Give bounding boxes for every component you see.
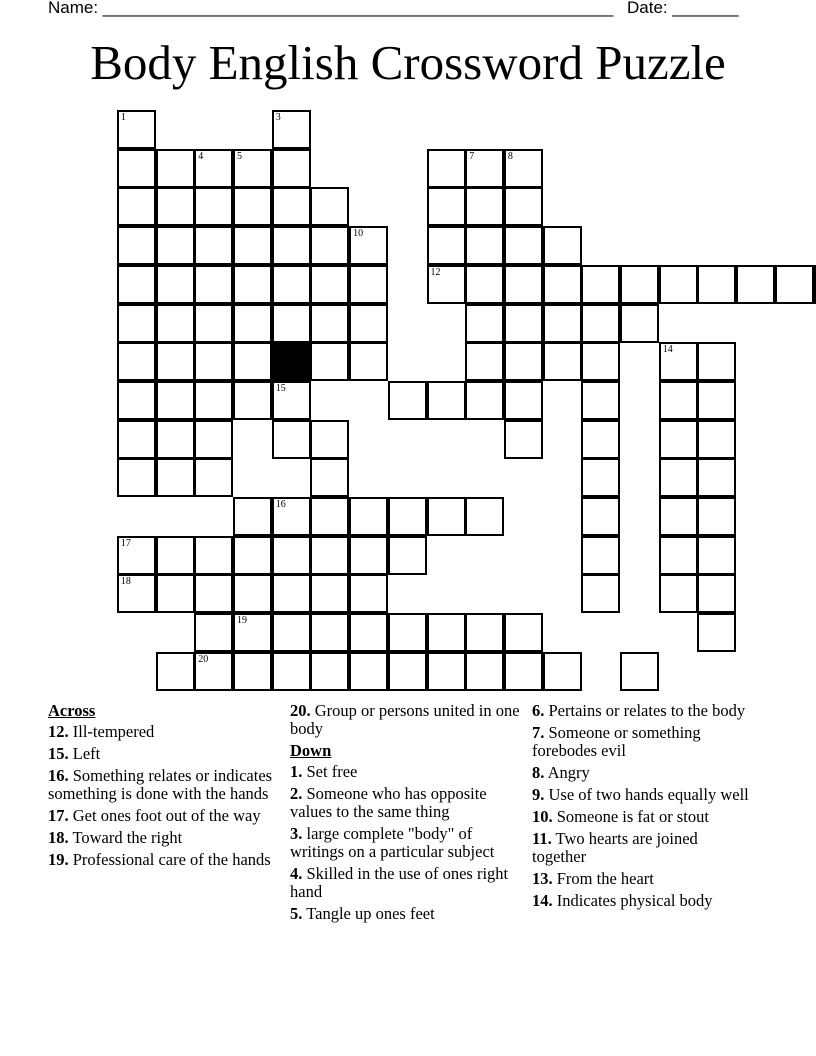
grid-cell[interactable] bbox=[233, 613, 272, 652]
grid-cell[interactable] bbox=[117, 342, 156, 381]
clue-item bbox=[532, 830, 754, 866]
clue-item-number: 16. bbox=[48, 766, 69, 785]
clue-number: 7 bbox=[469, 150, 475, 162]
clue-item-text: Something relates or indicates something is done with the hands bbox=[48, 766, 273, 803]
grid-cell[interactable] bbox=[156, 381, 195, 420]
grid-cell[interactable] bbox=[310, 304, 349, 343]
clue-item bbox=[532, 702, 754, 720]
grid-cell[interactable] bbox=[504, 613, 543, 652]
grid-cell[interactable] bbox=[272, 110, 311, 149]
clue-number: 14 bbox=[662, 344, 673, 356]
clue-number: 16 bbox=[275, 499, 286, 510]
date-field-label: Date: _______ bbox=[627, 0, 739, 17]
clue-item-text: Professional care of the hands bbox=[72, 850, 271, 869]
clue-number: 20 bbox=[198, 653, 209, 665]
grid-cell[interactable] bbox=[543, 342, 582, 381]
grid-cell[interactable] bbox=[465, 381, 504, 420]
grid-cell[interactable] bbox=[156, 187, 195, 226]
grid-cell[interactable] bbox=[310, 458, 349, 497]
clue-item-number: 19. bbox=[48, 850, 69, 869]
grid-cell[interactable] bbox=[272, 149, 311, 188]
clue-item bbox=[532, 870, 754, 888]
down-heading: Down bbox=[290, 741, 332, 760]
grid-cell[interactable] bbox=[581, 574, 620, 613]
clue-item bbox=[290, 702, 525, 738]
grid-cell[interactable] bbox=[233, 265, 272, 304]
grid-cell[interactable] bbox=[194, 458, 233, 497]
grid-cell[interactable] bbox=[349, 226, 388, 265]
clue-item-text: Two hearts are joined together bbox=[532, 829, 698, 866]
grid-cell[interactable] bbox=[194, 265, 233, 304]
clue-item bbox=[290, 825, 525, 861]
grid-cell[interactable] bbox=[581, 381, 620, 420]
grid-cell[interactable] bbox=[194, 381, 233, 420]
grid-cell[interactable] bbox=[697, 497, 736, 536]
grid-cell[interactable] bbox=[117, 187, 156, 226]
clues-column-1 bbox=[48, 702, 278, 873]
grid-cell[interactable] bbox=[349, 342, 388, 381]
clue-item-number: 20. bbox=[290, 701, 311, 720]
grid-cell[interactable] bbox=[349, 652, 388, 691]
grid-cell[interactable] bbox=[349, 304, 388, 343]
grid-cell[interactable] bbox=[388, 613, 427, 652]
grid-cell[interactable] bbox=[465, 226, 504, 265]
clue-item-text: Skilled in the use of ones right hand bbox=[290, 864, 509, 901]
clue-item-number: 18. bbox=[48, 828, 69, 847]
grid-cell[interactable] bbox=[233, 497, 272, 536]
grid-cell[interactable] bbox=[697, 536, 736, 575]
grid-cell[interactable] bbox=[310, 536, 349, 575]
grid-cell[interactable] bbox=[272, 187, 311, 226]
clue-item bbox=[290, 785, 525, 821]
grid-cell[interactable] bbox=[388, 536, 427, 575]
grid-cell[interactable] bbox=[659, 265, 698, 304]
grid-cell[interactable] bbox=[156, 265, 195, 304]
grid-cell[interactable] bbox=[388, 652, 427, 691]
clue-item bbox=[290, 865, 525, 901]
grid-cell[interactable] bbox=[117, 110, 156, 149]
grid-cell[interactable] bbox=[581, 420, 620, 459]
grid-cell[interactable] bbox=[427, 187, 466, 226]
grid-cell[interactable] bbox=[465, 149, 504, 188]
clue-item-text: Group or persons united in one body bbox=[290, 701, 520, 738]
grid-cell[interactable] bbox=[233, 226, 272, 265]
grid-cell[interactable] bbox=[465, 613, 504, 652]
clue-number: 5 bbox=[237, 150, 242, 162]
across-clue-list-continued bbox=[290, 702, 525, 738]
clue-item-number: 14. bbox=[532, 891, 553, 910]
grid-cell[interactable] bbox=[659, 458, 698, 497]
clues-column-2 bbox=[290, 702, 525, 927]
grid-cell[interactable] bbox=[388, 497, 427, 536]
clue-item-text: From the heart bbox=[556, 869, 654, 888]
grid-cell[interactable] bbox=[194, 420, 233, 459]
clue-item-number: 4. bbox=[290, 864, 303, 883]
grid-cell[interactable] bbox=[194, 342, 233, 381]
clue-number: 17 bbox=[120, 537, 131, 549]
grid-cell[interactable] bbox=[427, 149, 466, 188]
clue-item-text: Tangle up ones feet bbox=[306, 904, 435, 923]
across-clue-list bbox=[48, 723, 278, 869]
down-clue-list bbox=[290, 763, 525, 923]
grid-cell[interactable] bbox=[194, 536, 233, 575]
grid-cell[interactable] bbox=[310, 265, 349, 304]
grid-cell[interactable] bbox=[427, 652, 466, 691]
grid-cell[interactable] bbox=[697, 381, 736, 420]
grid-cell[interactable] bbox=[543, 304, 582, 343]
page-title: Body English Crossword Puzzle bbox=[90, 35, 726, 90]
grid-cell[interactable] bbox=[272, 613, 311, 652]
grid-cell[interactable] bbox=[272, 652, 311, 691]
grid-cell[interactable] bbox=[349, 574, 388, 613]
across-heading: Across bbox=[48, 701, 96, 720]
clue-number: 12 bbox=[430, 266, 441, 278]
grid-cell[interactable] bbox=[156, 652, 195, 691]
clue-item-number: 11. bbox=[532, 829, 552, 848]
grid-cell[interactable] bbox=[117, 381, 156, 420]
grid-cell[interactable] bbox=[272, 381, 311, 420]
clue-item-number: 17. bbox=[48, 806, 69, 825]
clue-item-number: 7. bbox=[532, 723, 545, 742]
clue-item bbox=[532, 764, 754, 782]
grid-cell[interactable] bbox=[156, 458, 195, 497]
grid-cell[interactable] bbox=[775, 265, 814, 304]
grid-cell[interactable] bbox=[620, 304, 659, 343]
grid-cell[interactable] bbox=[272, 497, 311, 536]
grid-cell[interactable] bbox=[659, 536, 698, 575]
grid-cell[interactable] bbox=[581, 458, 620, 497]
grid-cell[interactable] bbox=[504, 149, 543, 188]
grid-cell[interactable] bbox=[427, 381, 466, 420]
grid-cell[interactable] bbox=[194, 574, 233, 613]
grid-cell[interactable] bbox=[194, 226, 233, 265]
grid-cell[interactable] bbox=[310, 613, 349, 652]
grid-cell[interactable] bbox=[117, 458, 156, 497]
grid-cell[interactable] bbox=[504, 265, 543, 304]
clue-item bbox=[48, 851, 278, 869]
grid-cell[interactable] bbox=[310, 574, 349, 613]
grid-cell[interactable] bbox=[156, 226, 195, 265]
clue-item bbox=[48, 723, 278, 741]
grid-cell[interactable] bbox=[581, 536, 620, 575]
clue-item-number: 5. bbox=[290, 904, 303, 923]
grid-cell[interactable] bbox=[697, 420, 736, 459]
clue-item-text: Get ones foot out of the way bbox=[72, 806, 261, 825]
clue-item-text: Pertains or relates to the body bbox=[548, 701, 746, 720]
grid-cell[interactable] bbox=[465, 265, 504, 304]
clue-item-text: Someone who has opposite values to the same thing bbox=[290, 784, 487, 821]
grid-cell[interactable] bbox=[349, 613, 388, 652]
grid-cell[interactable] bbox=[156, 149, 195, 188]
clue-item bbox=[532, 724, 754, 760]
grid-cell[interactable] bbox=[465, 497, 504, 536]
grid-cell[interactable] bbox=[310, 226, 349, 265]
grid-cell[interactable] bbox=[427, 226, 466, 265]
grid-cell[interactable] bbox=[117, 304, 156, 343]
grid-cell[interactable] bbox=[310, 497, 349, 536]
clue-item-text: Ill-tempered bbox=[72, 722, 155, 741]
grid-cell[interactable] bbox=[117, 574, 156, 613]
grid-cell[interactable] bbox=[233, 574, 272, 613]
grid-cell[interactable] bbox=[349, 265, 388, 304]
grid-cell[interactable] bbox=[233, 342, 272, 381]
grid-cell[interactable] bbox=[427, 613, 466, 652]
grid-cell[interactable] bbox=[310, 342, 349, 381]
grid-cell[interactable] bbox=[117, 149, 156, 188]
grid-cell[interactable] bbox=[310, 420, 349, 459]
grid-cell[interactable] bbox=[659, 497, 698, 536]
grid-cell[interactable] bbox=[233, 536, 272, 575]
grid-cell[interactable] bbox=[117, 226, 156, 265]
grid-cell[interactable] bbox=[504, 226, 543, 265]
grid-cell[interactable] bbox=[272, 536, 311, 575]
grid-cell[interactable] bbox=[620, 652, 659, 691]
clue-item-number: 13. bbox=[532, 869, 553, 888]
grid-cell[interactable] bbox=[581, 304, 620, 343]
grid-cell[interactable] bbox=[349, 497, 388, 536]
clue-item-text: Someone or something forebodes evil bbox=[532, 723, 701, 760]
grid-cell[interactable] bbox=[543, 265, 582, 304]
grid-cell[interactable] bbox=[156, 536, 195, 575]
clue-item-number: 1. bbox=[290, 762, 303, 781]
grid-cell[interactable] bbox=[156, 342, 195, 381]
clue-item bbox=[48, 767, 278, 803]
grid-cell[interactable] bbox=[504, 381, 543, 420]
grid-cell[interactable] bbox=[233, 304, 272, 343]
grid-cell[interactable] bbox=[310, 187, 349, 226]
grid-cell[interactable] bbox=[349, 536, 388, 575]
grid-cell[interactable] bbox=[697, 613, 736, 652]
clue-number: 3 bbox=[275, 112, 281, 123]
grid-cell[interactable] bbox=[272, 420, 311, 459]
grid-cell[interactable] bbox=[272, 304, 311, 343]
grid-cell[interactable] bbox=[117, 420, 156, 459]
grid-cell[interactable] bbox=[736, 265, 775, 304]
grid-cell[interactable] bbox=[272, 226, 311, 265]
grid-cell[interactable] bbox=[581, 265, 620, 304]
clue-item bbox=[532, 892, 754, 910]
clue-item-text: Toward the right bbox=[72, 828, 183, 847]
clue-number: 8 bbox=[507, 150, 513, 162]
grid-cell[interactable] bbox=[194, 149, 233, 188]
clue-item bbox=[290, 905, 525, 923]
grid-cell[interactable] bbox=[427, 497, 466, 536]
grid-cell[interactable] bbox=[581, 497, 620, 536]
grid-cell[interactable] bbox=[697, 458, 736, 497]
clue-item-number: 3. bbox=[290, 824, 303, 843]
grid-cell[interactable] bbox=[233, 652, 272, 691]
clue-item bbox=[48, 829, 278, 847]
clue-number: 1 bbox=[120, 112, 126, 123]
clue-item-number: 15. bbox=[48, 744, 69, 763]
grid-cell[interactable] bbox=[233, 149, 272, 188]
grid-cell[interactable] bbox=[272, 265, 311, 304]
grid-cell[interactable] bbox=[388, 381, 427, 420]
clue-item bbox=[290, 763, 525, 781]
grid-cell[interactable] bbox=[543, 652, 582, 691]
clue-item-text: Set free bbox=[306, 762, 358, 781]
grid-cell[interactable] bbox=[156, 304, 195, 343]
grid-cell[interactable] bbox=[194, 304, 233, 343]
grid-cell[interactable] bbox=[697, 574, 736, 613]
clue-item-text: large complete "body" of writings on a particular subject bbox=[290, 824, 495, 861]
clue-item-text: Angry bbox=[547, 763, 590, 782]
clue-number: 15 bbox=[275, 382, 286, 394]
grid-cell[interactable] bbox=[697, 265, 736, 304]
grid-cell[interactable] bbox=[659, 342, 698, 381]
grid-cell[interactable] bbox=[465, 187, 504, 226]
clue-item-text: Left bbox=[72, 744, 101, 763]
clue-item-number: 6. bbox=[532, 701, 545, 720]
grid-cell[interactable] bbox=[427, 265, 466, 304]
clue-item bbox=[48, 745, 278, 763]
grid-cell[interactable] bbox=[581, 342, 620, 381]
clue-number: 19 bbox=[237, 615, 247, 627]
grid-cell[interactable] bbox=[156, 420, 195, 459]
grid-cell[interactable] bbox=[194, 652, 233, 691]
grid-cell[interactable] bbox=[543, 226, 582, 265]
clue-item-number: 2. bbox=[290, 784, 303, 803]
grid-cell[interactable] bbox=[697, 342, 736, 381]
grid-cell[interactable] bbox=[504, 304, 543, 343]
grid-cell[interactable] bbox=[117, 536, 156, 575]
grid-cell[interactable] bbox=[504, 187, 543, 226]
clues-column-3 bbox=[532, 702, 754, 914]
grid-cell[interactable] bbox=[272, 574, 311, 613]
clue-item-number: 8. bbox=[532, 763, 545, 782]
grid-cell[interactable] bbox=[504, 420, 543, 459]
grid-cell[interactable] bbox=[659, 420, 698, 459]
grid-cell[interactable] bbox=[310, 652, 349, 691]
grid-cell[interactable] bbox=[194, 187, 233, 226]
grid-cell[interactable] bbox=[233, 381, 272, 420]
grid-cell[interactable] bbox=[659, 574, 698, 613]
grid-cell[interactable] bbox=[465, 652, 504, 691]
grid-cell[interactable] bbox=[194, 613, 233, 652]
clue-item bbox=[48, 807, 278, 825]
clue-item-number: 12. bbox=[48, 722, 69, 741]
clue-number: 10 bbox=[353, 228, 364, 240]
grid-cell[interactable] bbox=[620, 265, 659, 304]
clue-number: 18 bbox=[120, 576, 131, 588]
grid-cell[interactable] bbox=[156, 574, 195, 613]
clue-item bbox=[532, 808, 754, 826]
clue-item-number: 9. bbox=[532, 785, 545, 804]
grid-cell[interactable] bbox=[465, 342, 504, 381]
grid-cell[interactable] bbox=[504, 342, 543, 381]
name-field-label: Name: ______________________________________________________ bbox=[48, 0, 614, 17]
clue-item-text: Indicates physical body bbox=[556, 891, 713, 910]
clue-item-text: Use of two hands equally well bbox=[548, 785, 749, 804]
clue-item bbox=[532, 786, 754, 804]
grid-cell[interactable] bbox=[504, 652, 543, 691]
clue-item-text: Someone is fat or stout bbox=[556, 807, 709, 826]
grid-cell[interactable] bbox=[659, 381, 698, 420]
down-clue-list-continued bbox=[532, 702, 754, 910]
black-square bbox=[272, 342, 311, 381]
grid-cell[interactable] bbox=[233, 187, 272, 226]
grid-cell[interactable] bbox=[465, 304, 504, 343]
clue-number: 4 bbox=[198, 150, 204, 162]
grid-cell[interactable] bbox=[117, 265, 156, 304]
clue-item-number: 10. bbox=[532, 807, 553, 826]
